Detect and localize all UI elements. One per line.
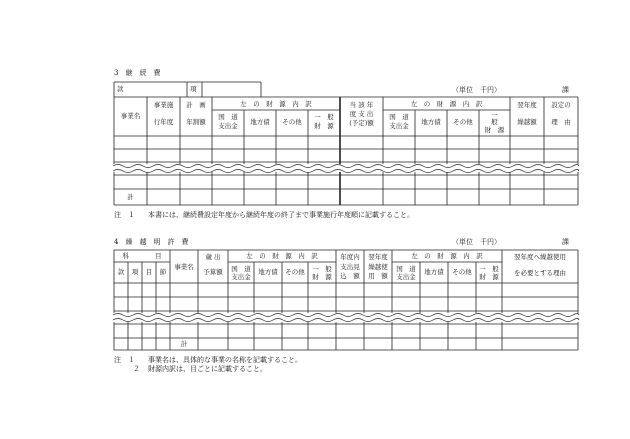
s4-col-riyu-1: 翌年度へ繰越使用 xyxy=(514,253,566,261)
col-ippan-2: 財 源 xyxy=(314,122,334,130)
col-keikaku-2: 年割額 xyxy=(186,118,206,126)
s4-col-nendonai-1: 年度内 xyxy=(340,253,360,261)
col-chihousai: 地方債 xyxy=(250,118,270,126)
col-shikonendo-1: 事業施 xyxy=(153,101,174,109)
col-yokunendo-1: 翌年度 xyxy=(517,101,537,109)
section3-heading: 3 継 続 費 xyxy=(114,69,161,77)
col-setteiriyu-1: 設定の xyxy=(551,101,571,109)
section3-note-text: 本書には、継続費設定年度から継続年度の終了まで事業施行年度順に記載すること。 xyxy=(148,211,414,219)
s4-col-yokunendo-1: 翌年度 xyxy=(368,253,388,261)
col-tougai-2: 度 支 出 xyxy=(349,110,374,118)
col-shikonendo-2: 行年度 xyxy=(153,118,174,126)
section4-note1-text: 事業名は、具体的な事業の名称を記載すること。 xyxy=(148,356,302,364)
section4-note1-label: 注 １ xyxy=(114,356,135,364)
s4-col-zaigen-group: 左 の 財 源 内 訳 xyxy=(246,252,318,260)
section3-total-label: 計 xyxy=(127,193,134,201)
col-chihousai2: 地方債 xyxy=(421,118,441,126)
col-zaigen-group2: 左 の 財 源 内 訳 xyxy=(410,100,483,108)
s4-col-saishutsu-1: 歳 出 xyxy=(205,253,221,261)
s4-col-riyu-2: を必要とする理由 xyxy=(514,269,566,277)
section3-unit: （単位 千円） xyxy=(452,86,501,94)
s4-col-kamoku: 科 目 xyxy=(122,252,162,260)
col-kokko-1: 国 道 xyxy=(218,113,238,121)
col-ippan2-3: 財 源 xyxy=(484,126,505,134)
s4-col-nendonai-2: 支出見 xyxy=(340,263,360,271)
s4-col-ippan2-1: 一 般 xyxy=(479,265,499,273)
s4-col-setsu: 節 xyxy=(159,268,167,276)
s4-col-chihousai2: 地方債 xyxy=(424,268,444,276)
s4-col-sonota2: その他 xyxy=(452,268,472,276)
s4-col-kokko-2: 支出金 xyxy=(231,273,251,281)
s4-col-kokko2-1: 国 道 xyxy=(396,265,416,273)
s4-col-nendonai-3: 込 額 xyxy=(340,272,360,280)
section4-ka-label: 課 xyxy=(562,238,569,246)
col-ippan2-1: 一 xyxy=(491,111,498,119)
s4-col-kokko-1: 国 道 xyxy=(231,265,251,273)
kan-label: 款 xyxy=(117,85,124,93)
s4-col-ippan-1: 一 般 xyxy=(312,265,332,273)
section4-note2-text: 財源内訳は、目ごとに記載すること。 xyxy=(148,365,267,373)
s4-col-moku: 目 xyxy=(145,268,153,276)
kou-label: 項 xyxy=(190,85,197,93)
s4-col-kan: 款 xyxy=(117,268,125,276)
s4-col-jigyomei: 事業名 xyxy=(174,263,194,271)
section4-heading: 4 繰 越 明 許 費 xyxy=(114,238,189,246)
section3-ka-label: 課 xyxy=(562,86,569,94)
s4-col-kokko2-2: 支出金 xyxy=(396,273,416,281)
section4-note2-label: ２ xyxy=(133,365,140,373)
s4-col-ippan2-2: 財 源 xyxy=(479,273,499,281)
col-ippan-1: 一 般 xyxy=(314,113,334,121)
col-tougai-1: 当 該 年 xyxy=(349,101,374,109)
col-yokunendo-2: 繰越額 xyxy=(517,118,537,126)
section4-total-label: 計 xyxy=(180,340,188,348)
section3-note-label: 注 １ xyxy=(114,211,135,219)
col-keikaku-1: 計 画 xyxy=(186,101,206,109)
col-sonota2: その他 xyxy=(453,118,473,126)
s4-col-zaigen-group2: 左 の 財 源 内 訳 xyxy=(411,252,483,260)
s4-col-yokunendo-3: 用 額 xyxy=(368,272,388,280)
col-sonota: その他 xyxy=(282,118,302,126)
s4-col-kou: 項 xyxy=(131,268,139,276)
col-setteiriyu-2: 理 由 xyxy=(551,118,571,126)
s4-col-ippan-2: 財 源 xyxy=(312,273,332,281)
col-zaigen-group: 左 の 財 源 内 訳 xyxy=(240,100,312,108)
s4-col-sonota: その他 xyxy=(285,268,305,276)
col-jigyomei: 事業名 xyxy=(120,112,141,120)
col-kokko2-2: 支出金 xyxy=(389,122,409,130)
s4-col-chihousai: 地方債 xyxy=(258,268,278,276)
s4-col-yokunendo-2: 繰越使 xyxy=(368,263,388,271)
section4-unit: （単位 千円） xyxy=(452,238,501,246)
col-kokko2-1: 国 道 xyxy=(389,113,409,121)
col-tougai-3: (予定)額 xyxy=(349,119,374,127)
col-ippan2-2: 般 xyxy=(491,118,498,126)
s4-col-saishutsu-2: 予算額 xyxy=(203,268,223,276)
col-kokko-2: 支出金 xyxy=(218,122,238,130)
